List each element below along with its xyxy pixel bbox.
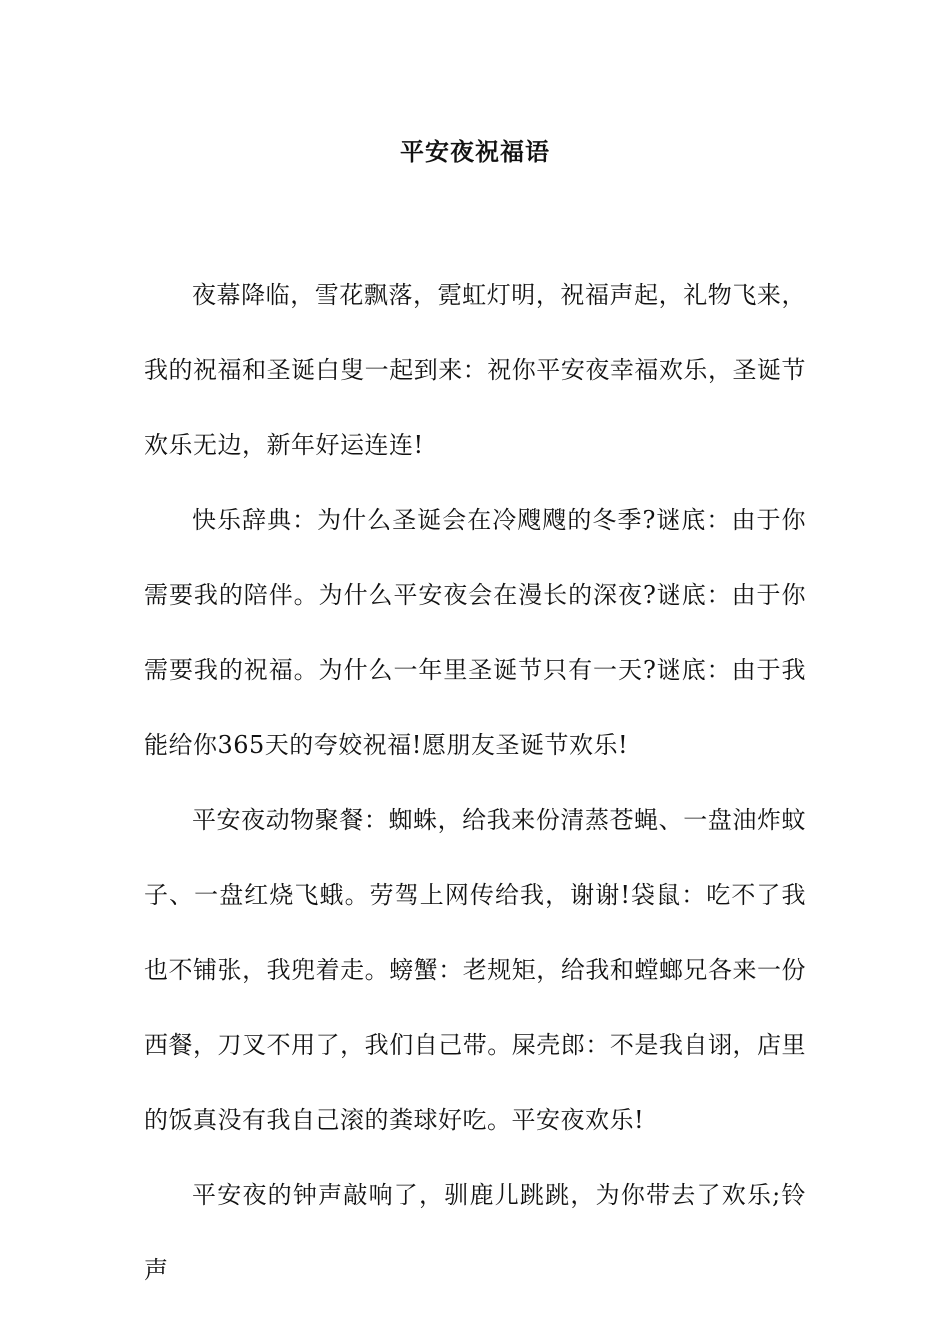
document-body	[144, 258, 806, 1308]
paragraph-1: 夜幕降临，雪花飘落，霓虹灯明，祝福声起，礼物飞来，我的祝福和圣诞白叟一起到来：祝你平安夜幸福欢乐，圣诞节欢乐无边，新年好运连连!	[144, 281, 806, 459]
paragraph-4: 平安夜的钟声敲响了，驯鹿儿跳跳，为你带去了欢乐;铃声	[144, 1181, 806, 1284]
paragraph-3: 平安夜动物聚餐：蜘蛛，给我来份清蒸苍蝇、一盘油炸蚊子、一盘红烧飞蛾。劳驾上网传给我，谢谢!袋鼠：吃不了我也不铺张，我兜着走。螃蟹：老规矩，给我和螳螂兄各来一份西餐，刀叉不用了，我们自己带。屎壳郎：不是我自诩，店里的饭真没有我自己滚的粪球好吃。平安夜欢乐!	[144, 806, 806, 1134]
document-title: 平安夜祝福语	[400, 137, 550, 166]
paragraph-2: 快乐辞典：为什么圣诞会在冷飕飕的冬季?谜底：由于你需要我的陪伴。为什么平安夜会在漫长的深夜?谜底：由于你需要我的祝福。为什么一年里圣诞节只有一天?谜底：由于我能给你365天的夸姣祝福!愿朋友圣诞节欢乐!	[144, 506, 806, 759]
